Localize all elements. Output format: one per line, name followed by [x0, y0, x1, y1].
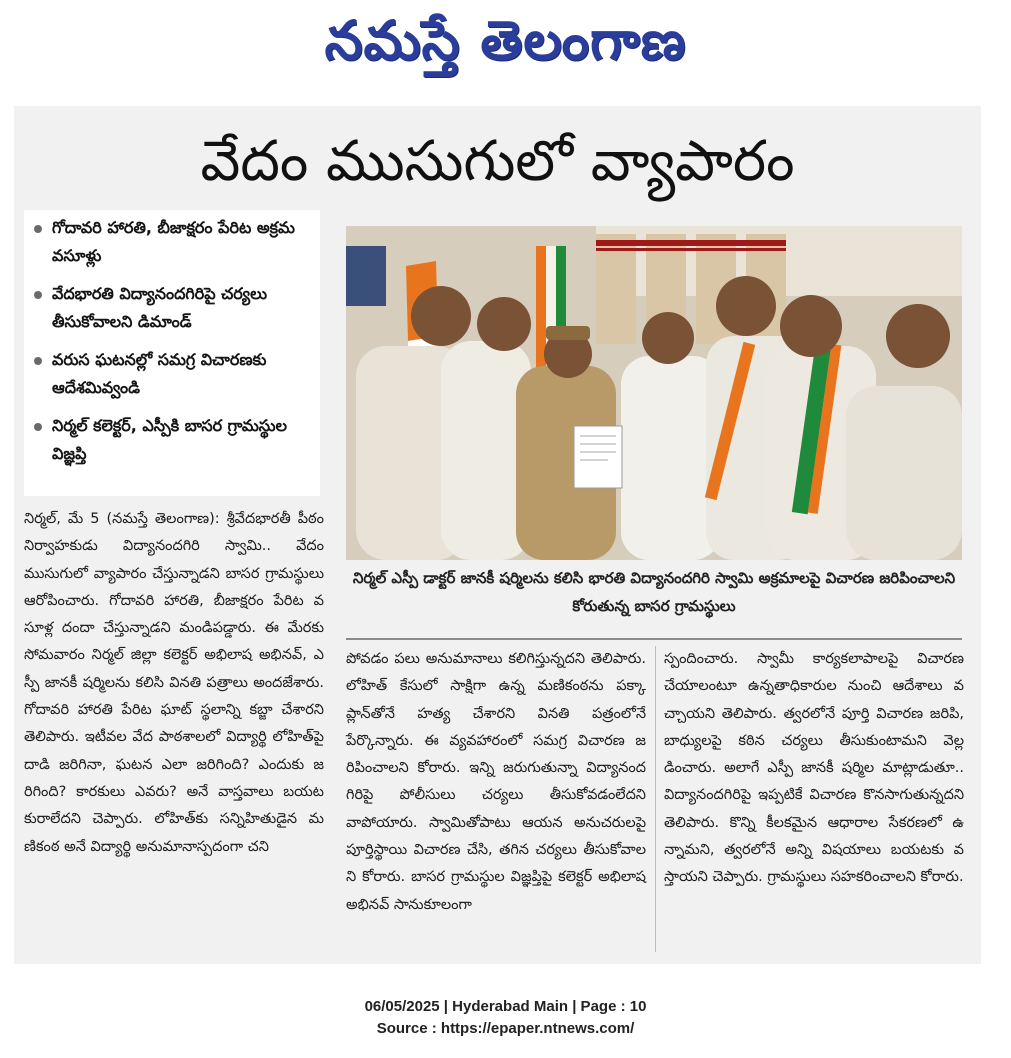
article-column-2: పోవడం పలు అనుమానాలు కలిగిస్తున్నదని తెలిపారు. లోహిత్ కేసులో సాక్షిగా ఉన్న మణికంఠను పక్కా ప్లాన్‌తోనే హత్య చేశారని వినతి పత్రంలోనే పేర్కొన్నారు. ఈ వ్యవహారంలో సమగ్ర విచారణ జరిపించాలని కోరారు. ఇన్ని జరుగుతున్నా విద్యానందగిరిపై పోలీసులు చర్యలు తీసుకోవడంలేదని వాపోయారు. స్వామితోపాటు ఆయన అనుచరులపై పూర్తిస్థాయి విచారణ చేసి, తగిన చర్యలు తీసుకోవాలని కోరారు. బాసర గ్రామస్థుల విజ్ఞప్తిపై కలెక్టర్ అభిలాష అభినవ్ సానుకూలంగా — [346, 651, 646, 913]
bullet-icon — [34, 225, 42, 233]
highlight-item: వేదభారతి విద్యానందగిరిపై చర్యలు తీసుకోవాలని డిమాండ్ — [30, 280, 314, 336]
group-photo-illustration — [346, 226, 962, 560]
newspaper-masthead: నమస్తే తెలంగాణ — [324, 9, 687, 72]
highlights-box — [24, 210, 320, 496]
article-headline: వేదం ముసుగులో వ్యాపారం — [200, 129, 795, 194]
article-column-3: స్పందించారు. స్వామీ కార్యకలాపాలపై విచారణ చేయాలంటూ ఉన్నతాధికారుల నుంచి ఆదేశాలు వచ్చాయని తెలిపారు. త్వరలోనే పూర్తి విచారణ జరిపి, బాధ్యులపై కఠిన చర్యలు తీసుకుంటామని వెల్లడించారు. అలాగే ఎస్పీ జానకీ షర్మిల మాట్లాడుతూ.. విద్యానందగిరిపై ఇప్పటికే విచారణ కొనసాగుతున్నదని తెలిపారు. కొన్ని కీలకమైన ఆధారాల సేకరణలో ఉన్నామని, త్వరలోనే అన్ని విషయాలు బయటకు వస్తాయని చెప్పారు. గ్రామస్థులు సహకరించాలని కోరారు. — [664, 651, 964, 886]
bullet-icon — [34, 291, 42, 299]
bullet-icon — [34, 423, 42, 431]
bullet-icon — [34, 357, 42, 365]
highlight-item: గోదావరి హారతి, బీజాక్షరం పేరిట అక్రమ వసూళ్లు — [30, 214, 314, 270]
highlight-item: నిర్మల్ కలెక్టర్, ఎస్పీకి బాసర గ్రామస్థుల విజ్ఞప్తి — [30, 412, 314, 468]
footer-source-link[interactable]: Source : https://epaper.ntnews.com/ — [376, 1020, 635, 1037]
caption-divider — [346, 638, 962, 640]
photo-caption: నిర్మల్ ఎస్పీ డాక్టర్ జానకీ షర్మిలను కలిసి భారతి విద్యానందగిరి స్వామి అక్రమాలపై విచారణ జరిపించాలని కోరుతున్న బాసర గ్రామస్థులు — [352, 569, 956, 615]
highlight-item: వరుస ఘటనల్లో సమగ్ర విచారణకు ఆదేశమివ్వండి — [30, 346, 314, 402]
article-column-1: నిర్మల్, మే 5 (నమస్తే తెలంగాణ): శ్రీవేదభారతీ పీఠం నిర్వాహకుడు విద్యానందగిరి స్వామి.. వేదం ముసుగులో వ్యాపారం చేస్తున్నాడని బాసర గ్రామస్థులు ఆరోపించారు. గోదావరి హారతి, బీజాక్షరం పేరిట వసూళ్ల దందా చేస్తున్నాడని మండిపడ్డారు. ఈ మేరకు సోమవారం నిర్మల్ జిల్లా కలెక్టర్ అభిలాష అభినవ్, ఎస్పీ జానకీ షర్మిలను కలిసి వినతి పత్రాలు అందజేశారు. గోదావరి హారతి పేరిట ఘాట్ స్థలాన్ని కబ్జా చేశారని తెలిపారు. ఇటీవల వేద పాఠశాలలో విద్యార్థి లోహిత్‌పై దాడి జరిగినా, ఘటన ఎలా జరిగింది? ఎందుకు జరిగింది? కారకులు ఎవరు? అనే వాస్తవాలు బయటకురాలేదని చెప్పారు. లోహిత్‌కు సన్నిహితుడైన మణికంఠ అనే విద్యార్థి అనుమానాస్పదంగా చని — [24, 511, 324, 855]
news-photo — [346, 226, 962, 560]
column-divider — [655, 646, 656, 952]
footer-date-edition: 06/05/2025 | Hyderabad Main | Page : 10 — [364, 998, 647, 1015]
